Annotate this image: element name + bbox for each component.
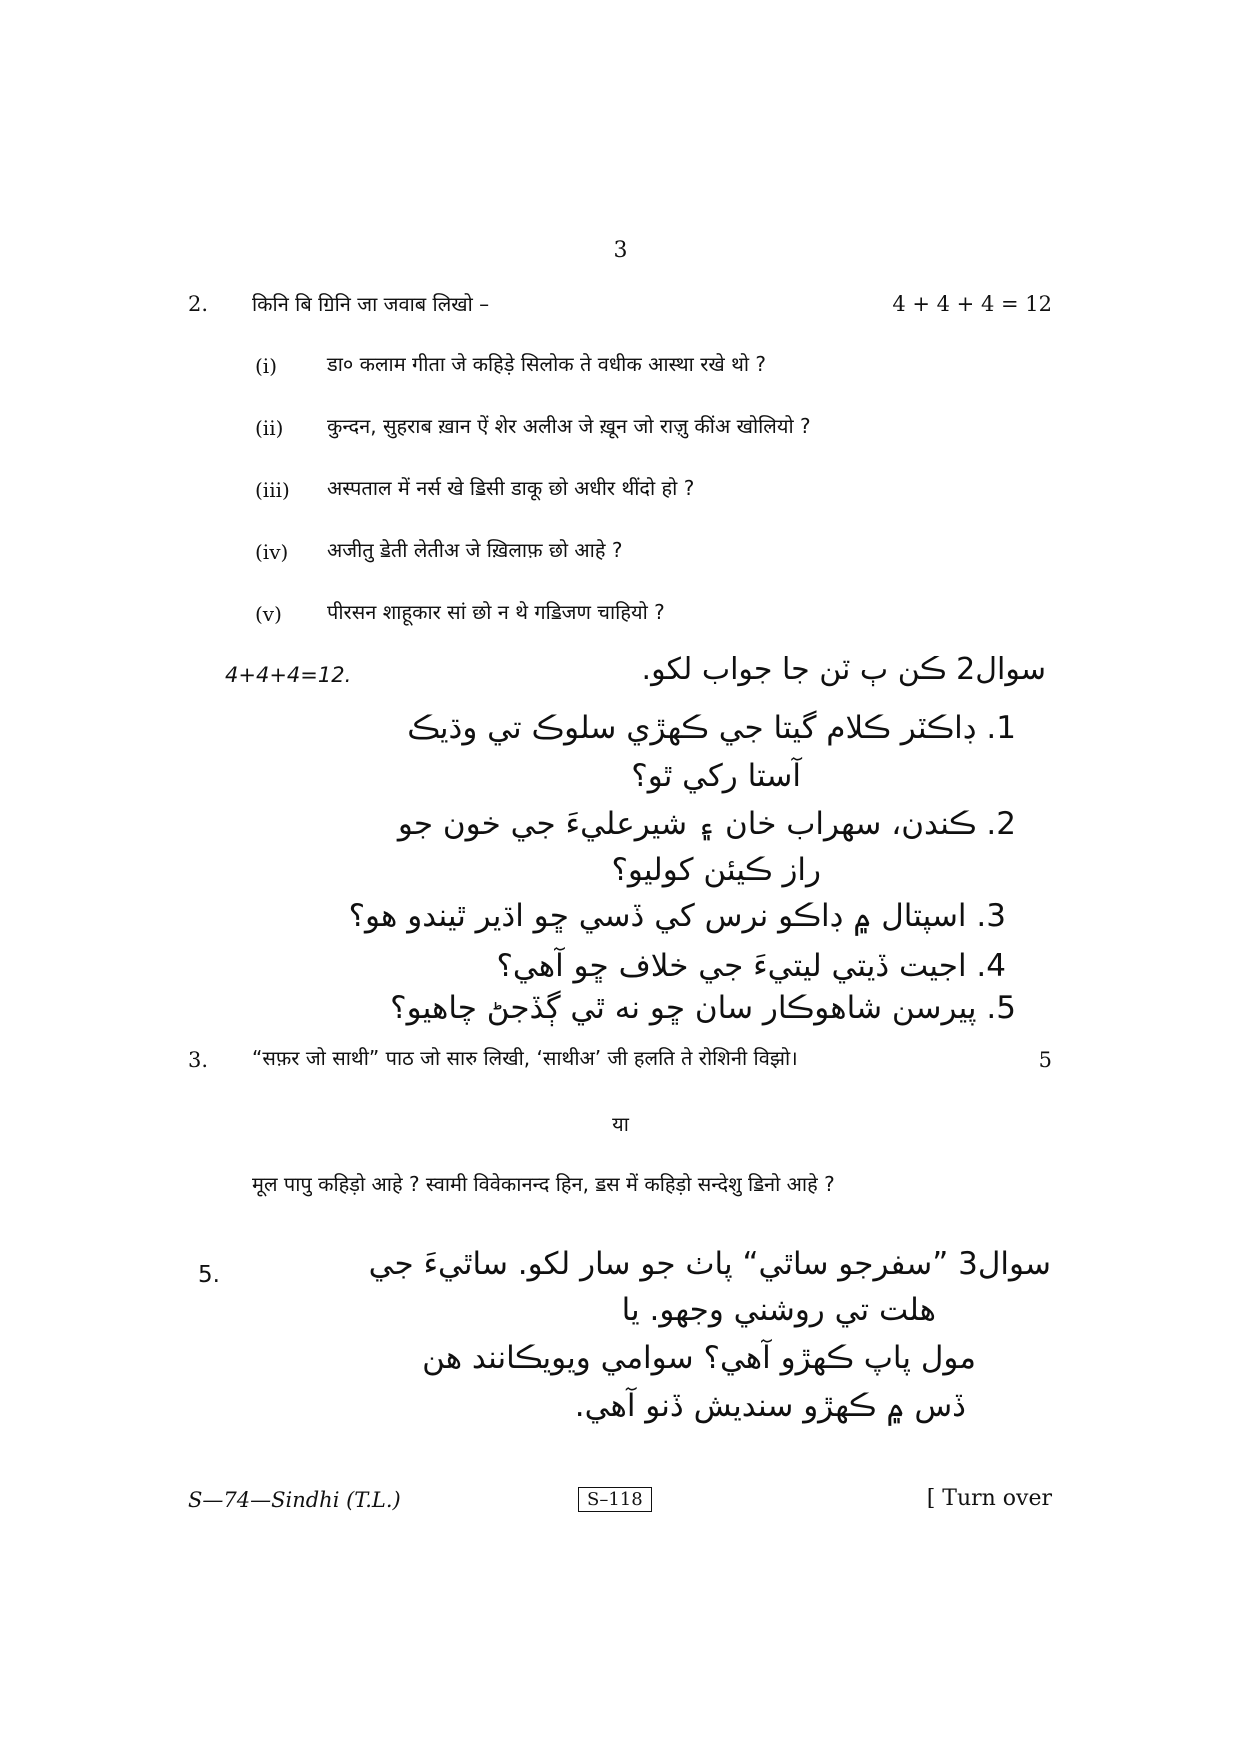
question-2-item-i-text: डा० कलाम गीता जे कहिड़े सिलोक ते वधीक आस्था रखे थो ? bbox=[327, 352, 767, 376]
handwritten-answer-2-line: 3. اسپتال ۾ ڊاڪو نرس کي ڏسي ڇو اڌير ٿيندو هو؟ bbox=[348, 898, 1006, 934]
question-2-item-ii-number: (ii) bbox=[255, 416, 284, 440]
question-2-item-iii-number: (iii) bbox=[255, 478, 290, 502]
question-2-item-i-number: (i) bbox=[255, 354, 278, 378]
question-2-item-v-text: पीरसन शाहूकार सां छो न थे गॾिजण चाहियो ? bbox=[327, 600, 665, 624]
handwritten-marks-note: 5. bbox=[198, 1262, 220, 1288]
question-2-number: 2. bbox=[188, 292, 209, 316]
question-2-item-v-number: (v) bbox=[255, 602, 282, 626]
series-code-box: S–118 bbox=[578, 1487, 652, 1512]
question-3-number: 3. bbox=[188, 1048, 209, 1072]
handwritten-answer-2-line: 2. ڪندن، سهراب خان ۽ شيرعليءَ جي خون جو bbox=[397, 806, 1016, 842]
paper-code-footer: S—74—Sindhi (T.L.) bbox=[188, 1488, 401, 1512]
handwritten-answer-3-line: مول پاپ ڪهڙو آهي؟ سوامي ويويڪانند هن bbox=[422, 1340, 976, 1376]
question-2-item-iv-number: (iv) bbox=[255, 540, 289, 564]
handwritten-answer-2-line: 5. پيرسن شاهوڪار سان ڇو نه ٿي ڳڏجڻ چاهيو؟ bbox=[390, 990, 1016, 1026]
handwritten-answer-2-heading: سوال2 ڪن ٻ ٽن جا جواب لکو. bbox=[641, 652, 1046, 687]
handwritten-answer-2-line: 4. اجيت ڏيتي ليتيءَ جي خلاف ڇو آهي؟ bbox=[496, 948, 1006, 984]
handwritten-answer-3-line: هلت تي روشني وجهو. يا bbox=[621, 1292, 936, 1328]
question-3-alternative-text: मूल पापु कहिड़ो आहे ? स्वामी विवेकानन्द हिन, ॾस में कहिड़ो सन्देशु ॾिनो आहे ? bbox=[252, 1172, 835, 1196]
handwritten-marks-note: 4+4+4=12. bbox=[225, 663, 352, 687]
handwritten-answer-2-line: 1. ڊاڪٽر ڪلام گيتا جي ڪهڙي سلوڪ تي وڌيڪ bbox=[407, 710, 1016, 746]
handwritten-answer-2-line: راز ڪيئن کوليو؟ bbox=[611, 852, 821, 888]
handwritten-answer-3-heading: سوال3 ”سفرجو ساٿي“ پاٺ جو سار لکو. ساٿيءَ جي bbox=[368, 1246, 1051, 1282]
or-label: या bbox=[612, 1112, 629, 1136]
question-2-instruction: किनि बि ॻिनि जा जवाब लिखो – bbox=[252, 292, 490, 316]
question-2-item-iv-text: अजीतु ॾेती लेतीअ जे ख़िलाफ़ छो आहे ? bbox=[327, 538, 623, 562]
handwritten-answer-2-line: آستا رکي ٿو؟ bbox=[631, 758, 801, 794]
question-2-item-ii-text: कुन्दन, सुहराब ख़ान ऐं शेर अलीअ जे ख़ून जो राज़ु कींअ खोलियो ? bbox=[327, 414, 811, 438]
page-number: 3 bbox=[613, 238, 628, 263]
question-3-marks: 5 bbox=[1038, 1048, 1052, 1072]
question-2-marks: 4 + 4 + 4 = 12 bbox=[892, 292, 1052, 316]
question-2-item-iii-text: अस्पताल में नर्स खे ॾिसी डाकू छो अधीर थींदो हो ? bbox=[327, 476, 695, 500]
handwritten-answer-3-line: ڏس ۾ ڪهڙو سنديش ڏنو آهي. bbox=[574, 1388, 966, 1424]
turn-over-label: [ Turn over bbox=[926, 1486, 1052, 1511]
question-3-text: “सफ़र जो साथी” पाठ जो सारु लिखी, ‘साथीअ’ जी हलति ते रोशिनी विझो। bbox=[252, 1046, 798, 1070]
